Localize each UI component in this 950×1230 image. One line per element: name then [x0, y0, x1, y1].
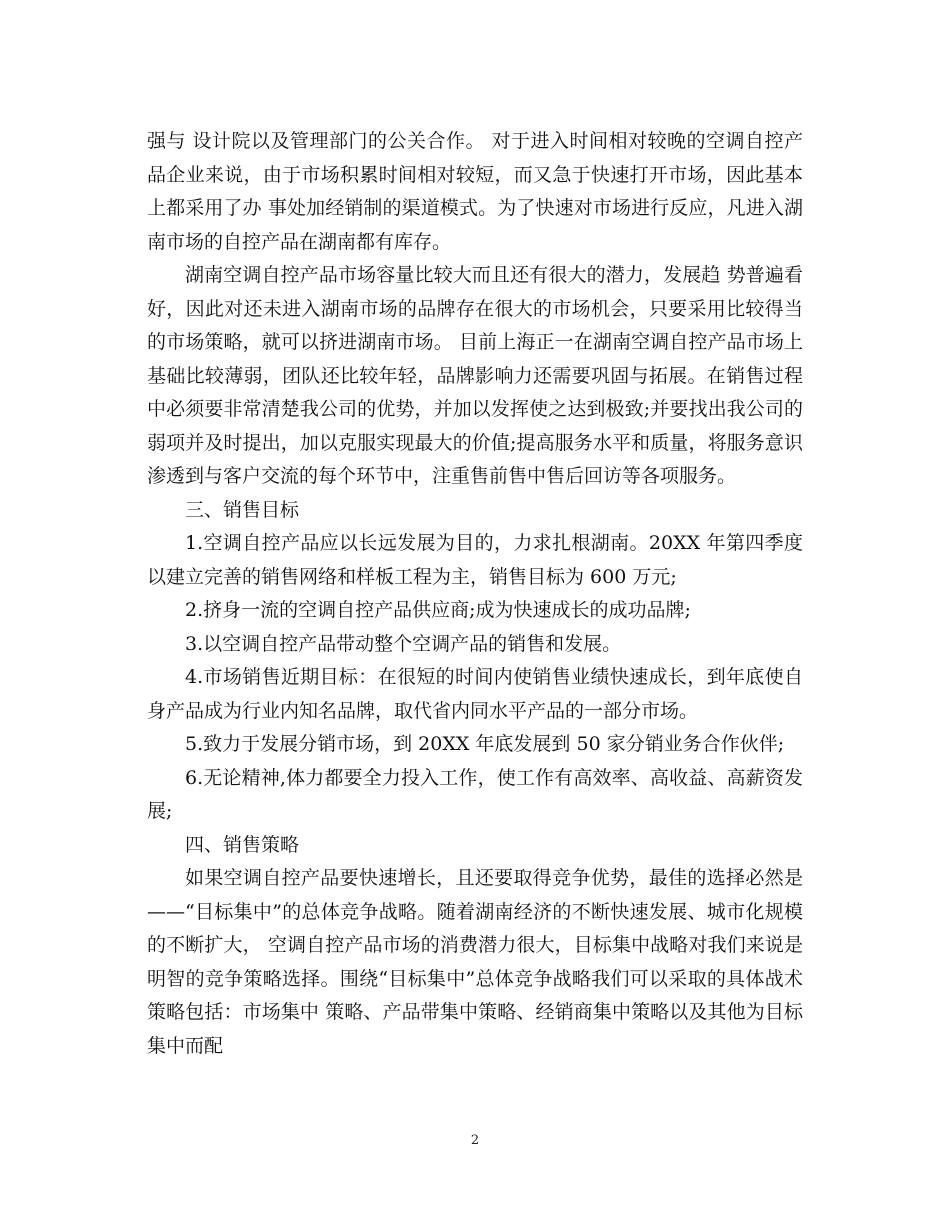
paragraph-continuation: 强与 设计院以及管理部门的公关合作。 对于进入时间相对较晚的空调自控产品企业来说，由于市场积累时间相对较短，而又急于快速打开市场，因此基本上都采用了办 事处加经销制的渠道模式。为了快速对市场进行反应，凡进入湖南市场的自控产品在湖南都有库存。 — [147, 130, 803, 253]
list-item-goal-2: 2.挤身一流的空调自控产品供应商;成为快速成长的成功品牌; — [185, 599, 691, 621]
paragraph-market-analysis: 湖南空调自控产品市场容量比较大而且还有很大的潜力，发展趋 势普遍看好，因此对还未进入湖南市场的品牌存在很大的市场机会，只要采用比较得当的市场策略，就可以挤进湖南市场。 目前上海正一在湖南空调自控产品市场上基础比较薄弱，团队还比较年轻，品牌影响力还需要巩固与拓展。在销售过程中必须要非常清楚我公司的优势，并加以发挥使之达到极致;并要找出我公司的弱项并及时提出，加以克服实现最大的价值;提高服务水平和质量，将服务意识渗透到与客户交流的每个环节中，注重售前售中售后回访等各项服务。 — [147, 264, 803, 487]
list-item-goal-3: 3.以空调自控产品带动整个空调产品的销售和发展。 — [185, 632, 622, 655]
paragraph-strategy: 如果空调自控产品要快速增长，且还要取得竞争优势，最佳的选择必然是——“目标集中”的总体竞争战略。随着湖南经济的不断快速发展、城市化规模的不断扩大， 空调自控产品市场的消费潜力很大，目标集中战略对我们来说是明智的竞争策略选择。围绕“目标集中”总体竞争战略我们可以采取的具体战术策略包括：市场集中 策略、产品带集中策略、经销商集中策略以及其他为目标集中而配 — [147, 867, 803, 1057]
list-item-goal-6: 6.无论精神,体力都要全力投入工作，使工作有高效率、高收益、高薪资发展; — [147, 766, 803, 822]
page-number: 2 — [470, 1133, 480, 1148]
section-heading-sales-goals: 三、销售目标 — [185, 498, 300, 521]
list-item-goal-5: 5.致力于发展分销市场，到 20XX 年底发展到 50 家分销业务合作伙伴; — [185, 733, 785, 755]
document-body — [147, 125, 803, 1063]
section-heading-sales-strategy: 四、销售策略 — [185, 833, 300, 856]
list-item-goal-1: 1.空调自控产品应以长远发展为目的，力求扎根湖南。20XX 年第四季度以建立完善的销售网络和样板工程为主，销售目标为 600 万元; — [147, 532, 803, 588]
list-item-goal-4: 4.市场销售近期目标：在很短的时间内使销售业绩快速成长，到年底使自身产品成为行业内知名品牌，取代省内同水平产品的一部分市场。 — [147, 666, 803, 722]
